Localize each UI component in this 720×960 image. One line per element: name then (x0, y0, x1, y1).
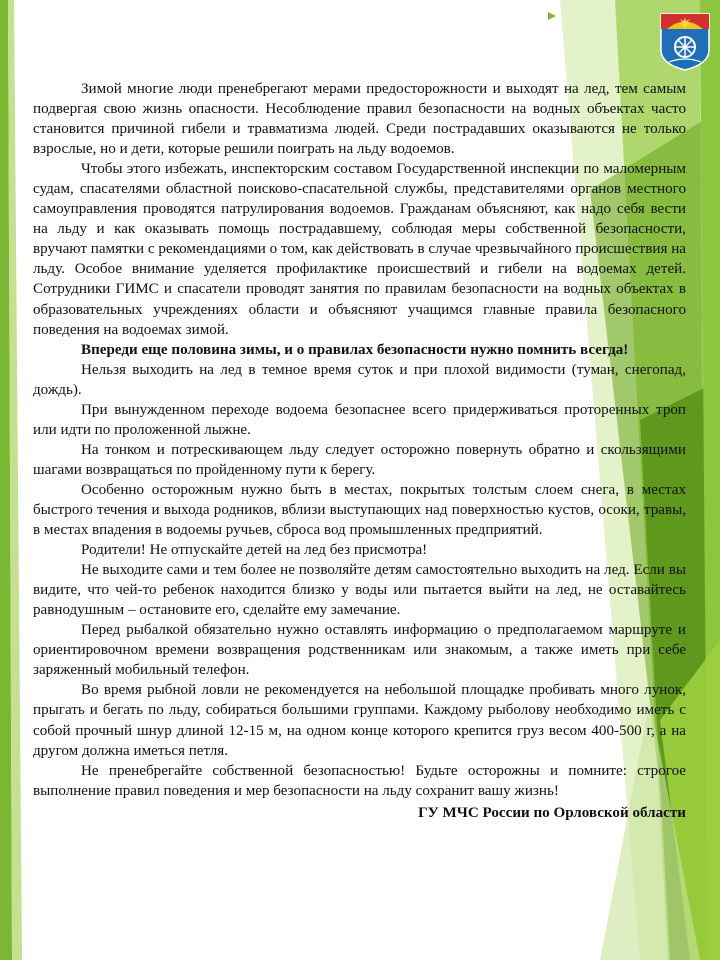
paragraph-rule-thin-ice: На тонком и потрескивающем льду следует осторожно повернуть обратно и скользящими шагами возвращаться по пройденному пути к берегу. (33, 441, 686, 478)
paragraph-children: Не выходите сами и тем более не позволяйте детям самостоятельно выходить на лед. Если вы видите, что чей-то ребенок находится близко у воды или пытается выйти на лед, не оставайтесь равнодушным – остановите его, сделайте ему замечание. (33, 562, 686, 619)
coat-of-arms-icon (659, 12, 711, 72)
document-body (33, 79, 686, 823)
paragraph-parents: Родители! Не отпускайте детей на лед без присмотра! (81, 542, 428, 559)
paragraph-winter-warning: Впереди еще половина зимы, и о правилах безопасности нужно помнить всегда! (81, 341, 629, 358)
paragraph-intro: Зимой многие люди пренебрегают мерами предосторожности и выходят на лед, тем самым подвергая свою жизнь опасности. Несоблюдение правил безопасности на водных объектах часто становится причиной гибели и травматизма людей. Среди пострадавших оказываются не только взрослые, но и дети, которые решили поиграть на льду водоемов. (33, 81, 686, 158)
paragraph-rule-dangerous-places: Особенно осторожным нужно быть в местах, покрытых толстым слоем снега, в местах быстрого течения и выхода родников, вблизи выступающих над поверхностью кустов, осоки, травы, в местах впадения в водоемы ручьев, сброса вод промышленных предприятий. (33, 481, 686, 539)
paragraph-rule-crossing: При вынужденном переходе водоема безопаснее всего придерживаться проторенных троп или идти по проложенной лыжне. (33, 401, 686, 438)
paragraph-fishing-info: Перед рыбалкой обязательно нужно оставлять информацию о предполагаемом маршруте и ориентировочном времени возвращения родственникам или знакомым, а также иметь при себе заряженный мобильный телефон. (33, 622, 686, 679)
paragraph-fishing-rules: Во время рыбной ловли не рекомендуется на небольшой площадке пробивать много лунок, прыгать и бегать по льду, собираться большими группами. Каждому рыболову необходимо иметь с собой прочный шнур длиной 12-15 м, на одном конце которого крепится груз весом 400-500 г, а на другом должна иметься петля. (33, 682, 686, 759)
paragraph-closing: Не пренебрегайте собственной безопасностью! Будьте осторожны и помните: строгое выполнение правил поведения и мер безопасности на льду сохранит вашу жизнь! (33, 762, 686, 799)
paragraph-inspection: Чтобы этого избежать, инспекторским составом Государственной инспекции по маломерным судам, спасателями областной поисково-спасательной службы, представителями органов местного самоуправления проводятся патрулирования водоемов. Гражданам объясняют, как надо себя вести на льду и как оказывать помощь пострадавшему, соблюдая меры собственной безопасности, вручают памятки с рекомендациями о том, как действовать в случае чрезвычайного происшествия на льду. Особое внимание уделяется профилактике происшествий и гибели на водоемах детей. Сотрудники ГИМС и спасатели проводят занятия по правилам безопасности на водных объектах в образовательных учреждениях области и объясняют учащимся главные правила безопасного поведения на водоемах зимой. (33, 161, 686, 338)
triangle-bullet-icon (548, 12, 556, 20)
signature: ГУ МЧС России по Орловской области (418, 804, 686, 821)
paragraph-rule-darkness: Нельзя выходить на лед в темное время суток и при плохой видимости (туман, снегопад, дождь). (33, 361, 686, 398)
